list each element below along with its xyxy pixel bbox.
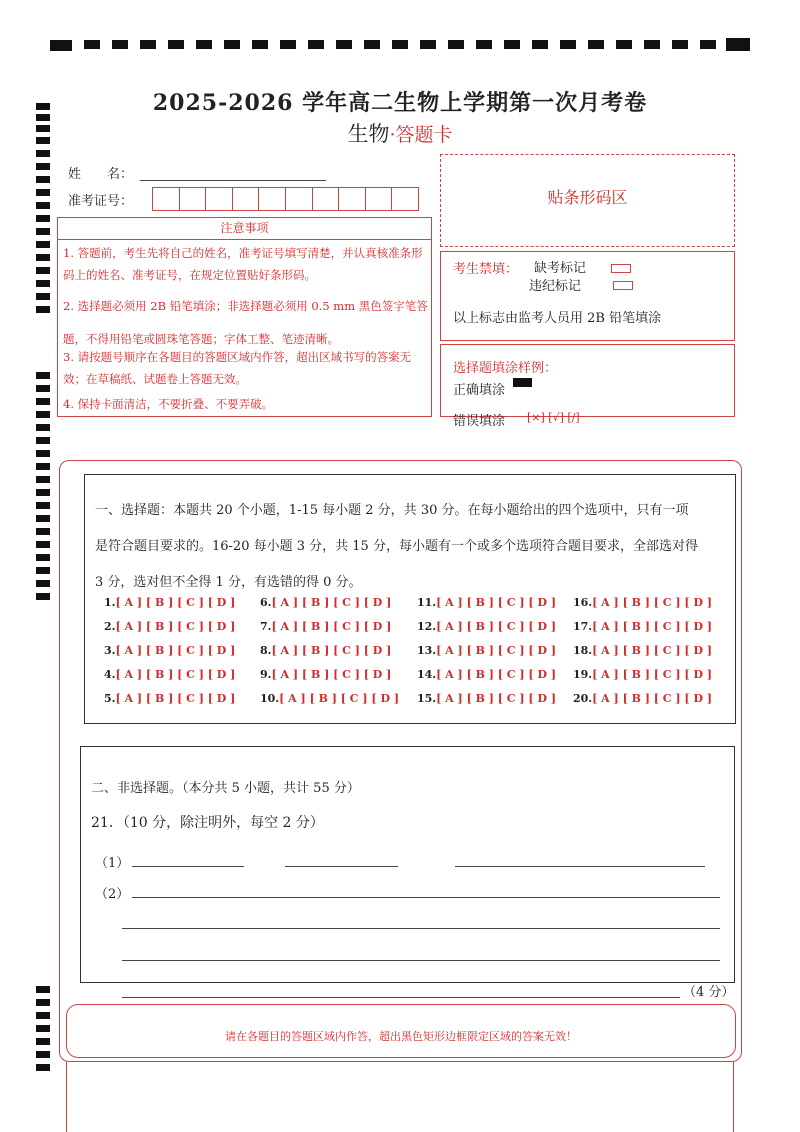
- answer-line[interactable]: [122, 960, 720, 961]
- question-number: 7.: [260, 620, 272, 633]
- note-item: 3. 请按题号顺序在各题目的答题区域内作答，超出区域书写的答案无效；在草稿纸、试题卷上答题无效。: [63, 350, 412, 386]
- choice-question[interactable]: [573, 644, 712, 657]
- absence-label: 考生禁填：: [453, 262, 519, 277]
- answer-line[interactable]: [455, 866, 705, 867]
- answer-card-label: ·答题卡: [389, 124, 453, 146]
- choice-options[interactable]: [ A ] [ B ] [ C ] [ D ]: [436, 644, 557, 657]
- choice-question[interactable]: [104, 596, 235, 609]
- frame-continuation-left: [66, 1062, 67, 1132]
- choice-question[interactable]: [260, 668, 391, 681]
- choice-question[interactable]: [573, 620, 712, 633]
- exam-number-cell[interactable]: [152, 187, 180, 211]
- choice-question[interactable]: [573, 596, 712, 609]
- barcode-area-label: 贴条形码区: [547, 188, 628, 207]
- choice-question[interactable]: [104, 668, 235, 681]
- exam-number-label: 准考证号：: [68, 194, 134, 209]
- subject-title: [0, 118, 800, 148]
- question-number: 13.: [417, 644, 437, 657]
- fill-sample-box: [440, 344, 735, 429]
- choice-question[interactable]: [260, 620, 391, 633]
- absent-mark-box[interactable]: [611, 264, 631, 273]
- choice-question[interactable]: [417, 644, 556, 657]
- choice-options[interactable]: [ A ] [ B ] [ C ] [ D ]: [592, 644, 713, 657]
- question-number: 14.: [417, 668, 437, 681]
- correct-fill-label: 正确填涂: [453, 383, 506, 398]
- exam-number-cell[interactable]: [392, 187, 419, 211]
- footer-warning: 请在各题目的答题区域内作答，超出黑色矩形边框限定区域的答案无效！: [225, 1030, 577, 1043]
- choice-options[interactable]: [ A ] [ B ] [ C ] [ D ]: [592, 596, 713, 609]
- question-21-sub2-label: （2）: [95, 887, 130, 902]
- section1-line2: 是符合题目要求的。16-20 每小题 3 分，共 15 分，每小题有一个或多个选项符合题目要求，全部选对得: [95, 539, 698, 554]
- frame-continuation-right: [733, 1062, 734, 1132]
- violation-mark-box[interactable]: [613, 281, 633, 290]
- exam-number-cell[interactable]: [313, 187, 340, 211]
- score-note: （4 分）: [683, 985, 735, 1000]
- choice-question[interactable]: [260, 596, 391, 609]
- answer-line[interactable]: [122, 997, 680, 998]
- fill-sample-title: 选择题填涂样例：: [453, 361, 558, 376]
- note-item: 2. 选择题必须用 2B 铅笔填涂；非选择题必须用 0.5 mm 黑色签字笔答题，不得用铅笔或圆珠笔答题；字体工整、笔迹清晰。: [63, 299, 428, 346]
- choice-question[interactable]: [417, 692, 556, 705]
- question-number: 19.: [573, 668, 593, 681]
- question-21-sub1-label: （1）: [95, 856, 130, 871]
- choice-options[interactable]: [ A ] [ B ] [ C ] [ D ]: [436, 596, 557, 609]
- question-number: 8.: [260, 644, 272, 657]
- exam-number-cell[interactable]: [180, 187, 207, 211]
- choice-question[interactable]: [417, 668, 556, 681]
- note-item: 1. 答题前，考生先将自己的姓名，准考证号填写清楚，并认真核准条形码上的姓名、准考证号，在规定位置贴好条形码。: [63, 246, 423, 282]
- choice-question[interactable]: [104, 644, 235, 657]
- question-number: 15.: [417, 692, 437, 705]
- choice-options[interactable]: [ A ] [ B ] [ C ] [ D ]: [115, 644, 236, 657]
- choice-options[interactable]: [ A ] [ B ] [ C ] [ D ]: [592, 692, 713, 705]
- question-number: 1.: [104, 596, 116, 609]
- notes-title: 注意事项: [58, 218, 431, 240]
- choice-options[interactable]: [ A ] [ B ] [ C ] [ D ]: [115, 692, 236, 705]
- question-number: 12.: [417, 620, 437, 633]
- choice-options[interactable]: [ A ] [ B ] [ C ] [ D ]: [271, 644, 392, 657]
- exam-number-cell[interactable]: [286, 187, 313, 211]
- exam-number-cell[interactable]: [259, 187, 286, 211]
- absence-box: [440, 251, 735, 341]
- choice-question[interactable]: [417, 620, 556, 633]
- section2-title: 二、非选择题。（本分共 5 小题，共计 55 分）: [91, 781, 360, 796]
- choice-options[interactable]: [ A ] [ B ] [ C ] [ D ]: [115, 620, 236, 633]
- choice-question[interactable]: [104, 692, 235, 705]
- choice-question[interactable]: [417, 596, 556, 609]
- choice-options[interactable]: [ A ] [ B ] [ C ] [ D ]: [436, 620, 557, 633]
- exam-number-cell[interactable]: [233, 187, 260, 211]
- choice-options[interactable]: [ A ] [ B ] [ C ] [ D ]: [436, 668, 557, 681]
- section2-box: [80, 746, 735, 983]
- exam-number-cell[interactable]: [339, 187, 366, 211]
- section1-line3: 3 分，选对但不全得 1 分，有选错的得 0 分。: [95, 575, 362, 590]
- question-number: 3.: [104, 644, 116, 657]
- violation-mark-label: 违纪标记: [529, 279, 582, 294]
- choice-options[interactable]: [ A ] [ B ] [ C ] [ D ]: [279, 692, 400, 705]
- choice-question[interactable]: [573, 692, 712, 705]
- question-21-title: 21．（10 分，除注明外，每空 2 分）: [91, 815, 324, 831]
- exam-number-cell[interactable]: [366, 187, 393, 211]
- question-number: 17.: [573, 620, 593, 633]
- answer-line[interactable]: [122, 928, 720, 929]
- question-number: 11.: [417, 596, 437, 609]
- exam-number-grid[interactable]: [152, 187, 419, 211]
- question-number: 6.: [260, 596, 272, 609]
- name-label: 姓 名：: [68, 167, 134, 182]
- choice-question[interactable]: [573, 668, 712, 681]
- question-number: 5.: [104, 692, 116, 705]
- question-number: 16.: [573, 596, 593, 609]
- notes-box: [57, 217, 432, 417]
- question-number: 2.: [104, 620, 116, 633]
- answer-line[interactable]: [285, 866, 398, 867]
- choice-options[interactable]: [ A ] [ B ] [ C ] [ D ]: [271, 668, 392, 681]
- correct-fill-sample: [513, 378, 532, 387]
- choice-options[interactable]: [ A ] [ B ] [ C ] [ D ]: [115, 596, 236, 609]
- question-number: 4.: [104, 668, 116, 681]
- note-item: 4. 保持卡面清洁，不要折叠、不要弄破。: [63, 397, 274, 411]
- choice-question[interactable]: [260, 692, 399, 705]
- choice-options[interactable]: [ A ] [ B ] [ C ] [ D ]: [271, 596, 392, 609]
- exam-title: 2025-2026 学年高二生物上学期第一次月考卷: [152, 90, 648, 116]
- absent-mark-label: 缺考标记: [534, 261, 587, 276]
- question-number: 20.: [573, 692, 593, 705]
- choice-options[interactable]: [ A ] [ B ] [ C ] [ D ]: [115, 668, 236, 681]
- section1-line1: 一、选择题：本题共 20 个小题，1-15 每小题 2 分，共 30 分。在每小题给出的四个选项中，只有一项: [95, 503, 689, 518]
- choice-options[interactable]: [ A ] [ B ] [ C ] [ D ]: [271, 620, 392, 633]
- choice-options[interactable]: [ A ] [ B ] [ C ] [ D ]: [592, 668, 713, 681]
- choice-question[interactable]: [104, 620, 235, 633]
- question-number: 18.: [573, 644, 593, 657]
- wrong-fill-sample: [×] [√] [/]: [527, 411, 580, 424]
- choice-options[interactable]: [ A ] [ B ] [ C ] [ D ]: [436, 692, 557, 705]
- absence-instruction: 以上标志由监考人员用 2B 铅笔填涂: [453, 311, 662, 326]
- exam-number-cell[interactable]: [206, 187, 233, 211]
- question-number: 10.: [260, 692, 280, 705]
- question-number: 9.: [260, 668, 272, 681]
- choice-question[interactable]: [260, 644, 391, 657]
- name-field[interactable]: [140, 180, 326, 181]
- answer-line[interactable]: [132, 897, 720, 898]
- answer-line[interactable]: [132, 866, 244, 867]
- barcode-area: [440, 154, 735, 247]
- footer-warning-box: [66, 1004, 736, 1058]
- subject-name: 生物: [347, 122, 390, 146]
- wrong-fill-label: 错误填涂: [453, 414, 506, 429]
- choice-options[interactable]: [ A ] [ B ] [ C ] [ D ]: [592, 620, 713, 633]
